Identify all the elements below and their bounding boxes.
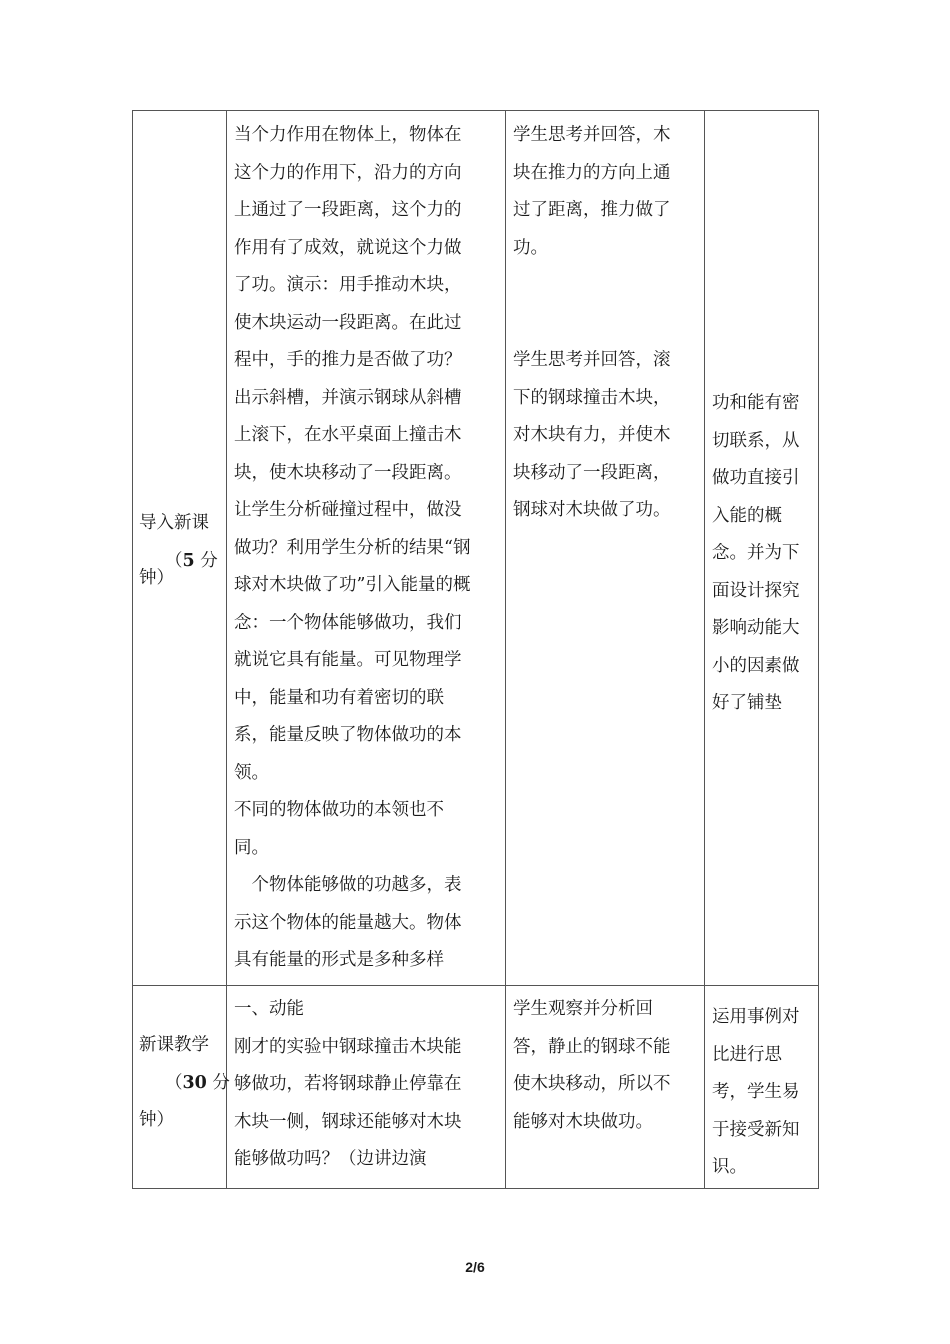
text-line: 同。 xyxy=(234,837,269,858)
text-line: 学生思考并回答，滚 xyxy=(513,350,671,370)
text-line: 能够对木块做功。 xyxy=(513,1111,653,1132)
text-line: 功。 xyxy=(513,237,548,258)
text-line: 过了距离，推力做了 xyxy=(513,200,671,220)
text-line: 能够做功吗？（边讲边演 xyxy=(234,1149,427,1169)
column-divider xyxy=(226,111,227,1188)
stage-cell-intro xyxy=(139,505,223,598)
text-line: 功和能有密 xyxy=(712,393,800,413)
text-line: 答，静止的钢球不能 xyxy=(513,1036,671,1057)
text-line xyxy=(513,267,701,305)
stage-time: （5 分 xyxy=(165,550,218,571)
text-line: 运用事例对 xyxy=(712,1007,800,1027)
text-line: 领。 xyxy=(234,762,269,783)
text-line: 念：一个物体能够做功，我们 xyxy=(234,612,462,633)
text-line: 不同的物体做功的本领也不 xyxy=(234,800,444,820)
text-line: 了功。演示：用手推动木块， xyxy=(234,275,462,295)
text-line: 考，学生易 xyxy=(712,1082,800,1102)
text-line: 使木块移动，所以不 xyxy=(513,1074,671,1094)
text-line: 念。并为下 xyxy=(712,543,800,563)
text-line: 钢球对木块做了功。 xyxy=(513,500,671,520)
lesson-plan-table xyxy=(132,110,819,1189)
text-line: 一、动能 xyxy=(234,999,304,1019)
text-line: 好了铺垫 xyxy=(712,693,782,713)
text-line: 块在推力的方向上通 xyxy=(513,162,671,183)
text-line: 学生观察并分析回 xyxy=(513,999,653,1019)
text-line: 小的因素做 xyxy=(712,655,800,676)
text-line: 比进行思 xyxy=(712,1044,782,1065)
stage-name: 新课教学 xyxy=(139,1035,209,1055)
text-line: 出示斜槽，并演示钢球从斜槽 xyxy=(234,387,462,408)
design-intent-cell xyxy=(712,385,816,723)
text-line: 木块一侧，钢球还能够对木块 xyxy=(234,1111,462,1132)
text-line: 刚才的实验中钢球撞击木块能 xyxy=(234,1036,462,1057)
page-number: 2/6 xyxy=(465,1259,485,1275)
text-line: 中，能量和功有着密切的联 xyxy=(234,687,444,708)
text-line xyxy=(513,305,701,343)
text-line: 面设计探究 xyxy=(712,580,800,601)
text-line: 切联系，从 xyxy=(712,430,800,451)
stage-name: 导入新课 xyxy=(139,513,209,533)
text-line: 做功？利用学生分析的结果“钢 xyxy=(234,537,471,558)
text-line: 上滚下，在水平桌面上撞击木 xyxy=(234,425,462,445)
stage-time-end: 钟） xyxy=(139,568,174,588)
text-line: 球对木块做了功”引入能量的概 xyxy=(234,575,471,595)
text-line: 下的钢球撞击木块， xyxy=(513,387,671,408)
text-line: 于接受新知 xyxy=(712,1119,800,1140)
text-line: 入能的概 xyxy=(712,505,782,526)
row-divider xyxy=(133,985,818,986)
design-intent-cell xyxy=(712,999,816,1187)
text-line: 识。 xyxy=(712,1157,747,1177)
teacher-activity-cell xyxy=(234,117,502,984)
text-line: 具有能量的形式是多种多样 xyxy=(234,950,444,970)
stage-time-end: 钟） xyxy=(139,1110,174,1130)
student-activity-cell xyxy=(513,117,701,984)
stage-cell-new-lesson xyxy=(139,1027,230,1140)
text-line: 作用有了成效，就说这个力做 xyxy=(234,237,462,258)
text-line: 够做功，若将钢球静止停靠在 xyxy=(234,1074,462,1094)
text-line: 影响动能大 xyxy=(712,618,800,638)
text-line: 学生思考并回答，木 xyxy=(513,125,671,145)
text-line: 让学生分析碰撞过程中，做没 xyxy=(234,500,462,520)
text-line: 示这个物体的能量越大。物体 xyxy=(234,912,462,933)
text-line: 做功直接引 xyxy=(712,468,800,488)
text-line: 当个力作用在物体上，物体在 xyxy=(234,125,462,145)
text-line: 上通过了一段距离，这个力的 xyxy=(234,200,462,220)
column-divider xyxy=(704,111,705,1188)
text-line: 就说它具有能量。可见物理学 xyxy=(234,650,462,670)
teacher-activity-cell xyxy=(234,991,502,1188)
column-divider xyxy=(505,111,506,1188)
text-line: 对木块有力，并使木 xyxy=(513,425,671,445)
text-line: 这个力的作用下，沿力的方向 xyxy=(234,162,462,183)
text-line: 块，使木块移动了一段距离。 xyxy=(234,462,462,483)
text-line: 使木块运动一段距离。在此过 xyxy=(234,312,462,333)
student-activity-cell xyxy=(513,991,701,1141)
text-line: 个物体能够做的功越多，表 xyxy=(234,875,462,895)
text-line: 程中，手的推力是否做了功？ xyxy=(234,350,462,370)
text-line: 系，能量反映了物体做功的本 xyxy=(234,725,462,745)
stage-time: （30 分 xyxy=(165,1072,230,1093)
text-line: 块移动了一段距离， xyxy=(513,462,671,483)
